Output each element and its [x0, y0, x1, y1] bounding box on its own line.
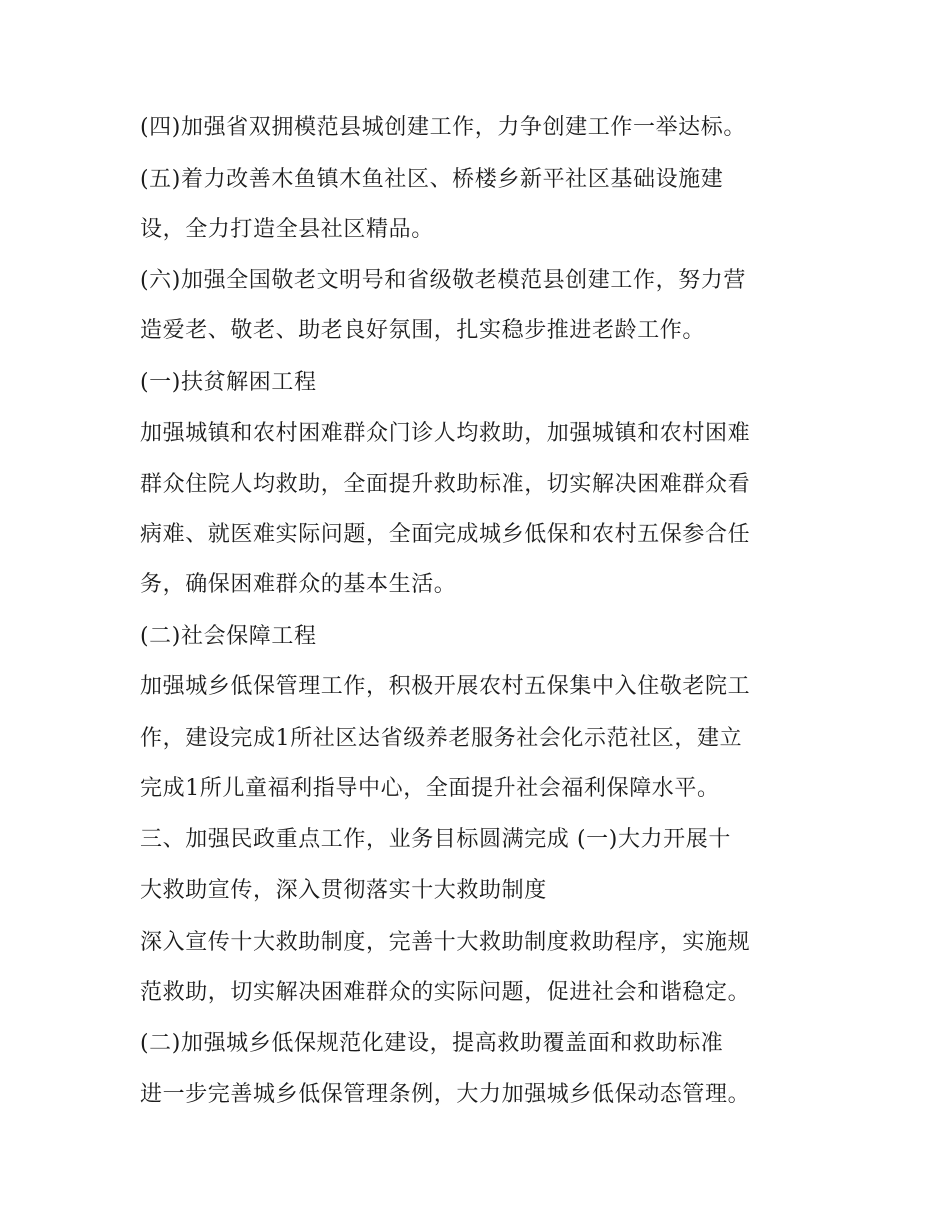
section-heading: (二)加强城乡低保规范化建设，提高救助覆盖面和救助标准 — [140, 1031, 724, 1056]
section-heading: (二)社会保障工程 — [140, 624, 317, 649]
text-line: 造爱老、敬老、助老良好氛围，扎实稳步推进老龄工作。 — [140, 318, 706, 343]
text-line: 深入宣传十大救助制度，完善十大救助制度救助程序，实施规 — [140, 930, 751, 955]
text-line: 进一步完善城乡低保管理条例，大力加强城乡低保动态管理。 — [140, 1082, 751, 1107]
text-line: 务，确保困难群众的基本生活。 — [140, 572, 457, 597]
text-line: 病难、就医难实际问题，全面完成城乡低保和农村五保参合任 — [140, 522, 751, 547]
text-line: (六)加强全国敬老文明号和省级敬老模范县创建工作，努力营 — [140, 268, 746, 293]
section-heading: (一)扶贫解困工程 — [140, 370, 317, 395]
text-line: 加强城乡低保管理工作，积极开展农村五保集中入住敬老院工 — [140, 674, 751, 699]
text-line: 大救助宣传，深入贯彻落实十大救助制度 — [140, 878, 547, 903]
text-line: 范救助，切实解决困难群众的实际问题，促进社会和谐稳定。 — [140, 980, 751, 1005]
text-line: 设，全力打造全县社区精品。 — [140, 217, 434, 242]
text-line: 群众住院人均救助，全面提升救助标准，切实解决困难群众看 — [140, 472, 751, 497]
text-line: (五)着力改善木鱼镇木鱼社区、桥楼乡新平社区基础设施建 — [140, 167, 724, 192]
text-line: (四)加强省双拥模范县城创建工作，力争创建工作一举达标。 — [140, 115, 746, 140]
text-line: 作，建设完成1所社区达省级养老服务社会化示范社区，建立 — [140, 726, 743, 751]
text-line: 完成1所儿童福利指导中心，全面提升社会福利保障水平。 — [140, 776, 720, 801]
text-line: 加强城镇和农村困难群众门诊人均救助，加强城镇和农村困难 — [140, 421, 751, 446]
section-heading: 三、加强民政重点工作，业务目标圆满完成 (一)大力开展十 — [140, 827, 731, 852]
